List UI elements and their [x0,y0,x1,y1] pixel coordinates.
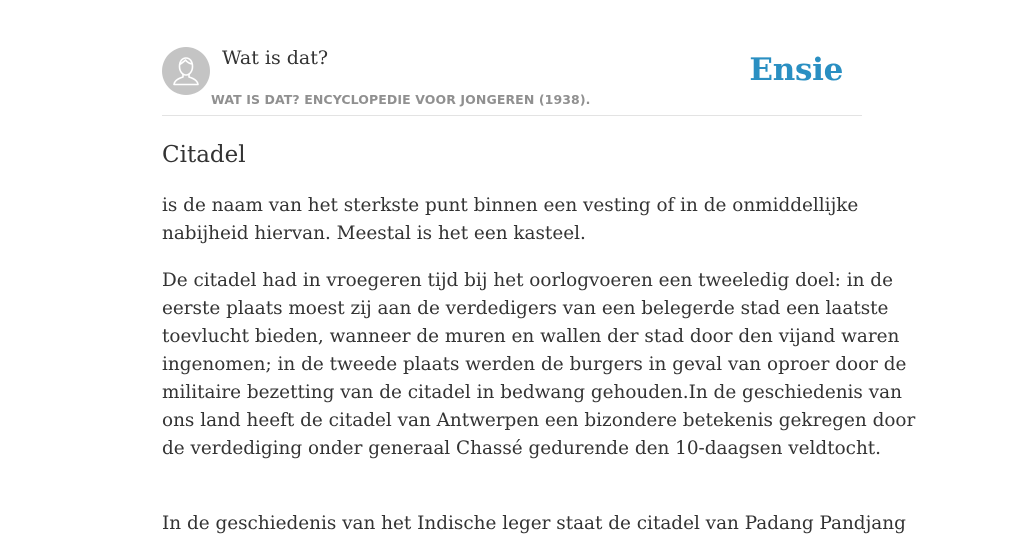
text-line: is de naam van het sterkste punt binnen een vesting of in de onmiddellijke [162,195,859,216]
article-title: Citadel [162,142,246,168]
text-line: militaire bezetting van de citadel in bedwang gehouden.In de geschiedenis van [162,382,902,403]
article-paragraph [162,510,906,538]
text-line: toevlucht bieden, wanneer de muren en wallen der stad door den vijand waren [162,326,900,347]
text-line: de verdediging onder generaal Chassé gedurende den 10-daagsen veldtocht. [162,438,882,459]
text-line: De citadel had in vroegeren tijd bij het oorlogvoeren een tweeledig doel: in de [162,270,893,291]
paragraph-gap [162,482,862,510]
text-line: In de geschiedenis van het Indische leger staat de citadel van Padang Pandjang [162,513,906,534]
source-name[interactable]: Wat is dat? [222,47,329,69]
user-icon [162,47,210,95]
article-paragraph [162,192,862,248]
text-line: eerste plaats moest zij aan de verdedigers van een belegerde stad een laatste [162,298,889,319]
ensie-logo[interactable]: Ensie [749,52,843,88]
text-line: nabijheid hiervan. Meestal is het een kasteel. [162,223,586,244]
source-subtitle: WAT IS DAT? ENCYCLOPEDIE VOOR JONGEREN (1938). [211,92,591,107]
text-line: ons land heeft de citadel van Antwerpen een bizondere betekenis gekregen door [162,410,916,431]
article-paragraph [162,267,916,463]
text-line: ingenomen; in de tweede plaats werden de burgers in geval van oproer door de [162,354,907,375]
source-avatar[interactable] [162,47,210,95]
source-header [162,46,862,116]
article-body [162,192,916,557]
